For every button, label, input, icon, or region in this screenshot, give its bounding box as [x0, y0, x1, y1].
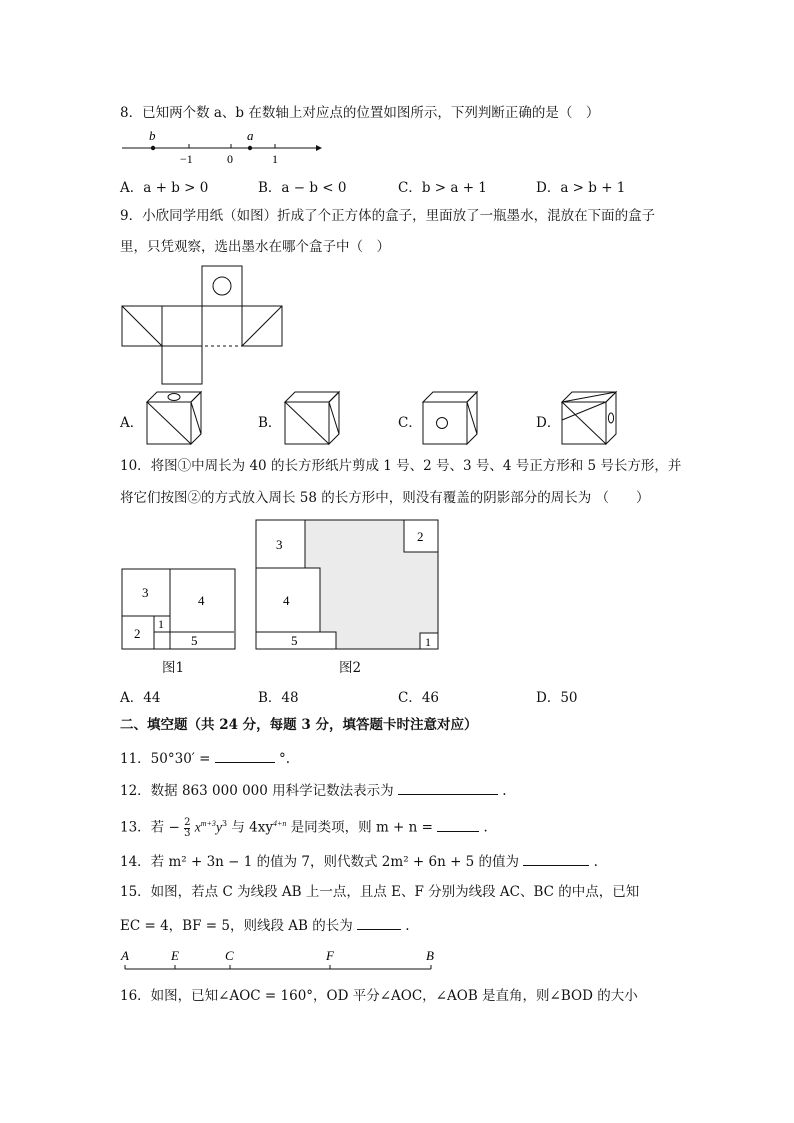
q14	[120, 851, 598, 871]
q14-suffix: .	[593, 854, 598, 870]
q15-point-a: A	[121, 948, 129, 963]
fig1-label-4: 4	[198, 593, 205, 608]
q10-option-b[interactable]: B．48	[258, 690, 299, 706]
q11-prefix: 11．50°30′ =	[120, 751, 215, 767]
q10-figure-1	[121, 568, 241, 650]
q10-option-a[interactable]: A．44	[120, 690, 161, 706]
fig1-label-2: 2	[134, 626, 141, 641]
q9-cube-d[interactable]	[560, 390, 620, 446]
q14-prefix: 14．若 m² + 3n − 1 的值为 7，则代数式 2m² + 6n + 5 的值为	[120, 854, 520, 870]
q15-point-e: E	[171, 948, 179, 963]
q10-fig2-caption: 图2	[339, 660, 362, 676]
q15-point-c: C	[225, 948, 234, 963]
q10-fig1-caption: 图1	[162, 660, 185, 676]
q9-option-a[interactable]: A．	[120, 415, 144, 431]
q13-mid2: 是同类项，则 m + n =	[290, 819, 433, 836]
q15-line2	[120, 915, 410, 935]
fig1-label-1: 1	[158, 617, 164, 631]
axis-label-a: a	[247, 128, 254, 143]
q13-prefix: 13．若 −	[120, 819, 180, 836]
q13-answer-blank[interactable]	[437, 817, 479, 832]
q13-term1-exp1: m+3	[200, 819, 216, 828]
q8-stem: 8．已知两个数 a、b 在数轴上对应点的位置如图所示，下列判断正确的是（ ）	[120, 105, 600, 121]
axis-label-neg1: −1	[180, 152, 193, 166]
q10-option-d[interactable]: D．50	[536, 690, 578, 706]
q8-option-b[interactable]: B．a − b < 0	[258, 180, 347, 196]
q13-term1-y: y	[215, 819, 222, 835]
fig1-label-3: 3	[142, 585, 149, 600]
q9-stem-line1: 9．小欣同学用纸（如图）折成了个正方体的盒子，里面放了一瓶墨水，混放在下面的盒子	[120, 208, 656, 224]
q12-prefix: 12．数据 863 000 000 用科学记数法表示为	[120, 783, 394, 799]
q15-line2-suffix: .	[405, 918, 410, 934]
q13-frac-num: 2	[184, 816, 191, 828]
q9-option-b[interactable]: B．	[258, 415, 282, 431]
q8-number-line	[120, 128, 340, 168]
q13-term2-exp: 4+n	[272, 819, 287, 828]
q9-option-d[interactable]: D．	[536, 415, 561, 431]
q13	[120, 815, 488, 839]
fig2-label-1: 1	[425, 635, 431, 649]
q13-term1-exp2: 3	[221, 819, 228, 828]
q8-option-c[interactable]: C．b > a + 1	[398, 180, 487, 196]
axis-label-b: b	[149, 128, 156, 143]
fig2-label-3: 3	[276, 537, 283, 552]
q13-term1-x: x	[194, 819, 201, 835]
q13-suffix: .	[483, 819, 488, 836]
q16-stem: 16．如图，已知∠AOC = 160°，OD 平分∠AOC，∠AOB 是直角，则∠BOD 的大小	[120, 988, 638, 1004]
q13-frac-den: 3	[184, 827, 191, 839]
fig2-label-5: 5	[291, 633, 298, 648]
q14-answer-blank[interactable]	[523, 851, 589, 866]
q11	[120, 748, 290, 768]
q9-option-c[interactable]: C．	[398, 415, 422, 431]
fig1-label-5: 5	[191, 633, 198, 648]
q15-segment-figure	[120, 946, 440, 976]
q10-option-c[interactable]: C．46	[398, 690, 440, 706]
q10-figure-2	[255, 519, 441, 651]
fig2-label-4: 4	[283, 593, 290, 608]
section-2-heading: 二、填空题（共 24 分，每题 3 分，填答题卡时注意对应）	[120, 717, 478, 733]
q9-cube-net	[120, 262, 290, 387]
q12-answer-blank[interactable]	[398, 780, 498, 795]
q10-stem-line2: 将它们按图②的方式放入周长 58 的长方形中，则没有覆盖的阴影部分的周长为 （ ）	[120, 490, 650, 506]
q12-suffix: .	[502, 783, 507, 799]
q9-cube-c[interactable]	[421, 390, 481, 446]
q15-point-b: B	[426, 948, 434, 963]
q12	[120, 780, 507, 800]
fig2-label-2: 2	[417, 529, 424, 544]
q11-answer-blank[interactable]	[215, 748, 275, 763]
q15-line1: 15．如图，若点 C 为线段 AB 上一点，且点 E、F 分别为线段 AC、BC 的中点，已知	[120, 884, 640, 900]
q15-point-f: F	[326, 948, 334, 963]
q10-stem-line1: 10．将图①中周长为 40 的长方形纸片剪成 1 号、2 号、3 号、4 号正方形和 5 号长方形，并	[120, 458, 682, 474]
q13-mid: 与 4xy	[231, 819, 273, 836]
q11-suffix: °.	[279, 751, 291, 767]
axis-label-1: 1	[272, 152, 278, 166]
q8-option-a[interactable]: A．a + b > 0	[120, 180, 209, 196]
axis-label-0: 0	[227, 152, 233, 166]
q8-option-d[interactable]: D．a > b + 1	[536, 180, 626, 196]
q15-line2-prefix: EC = 4，BF = 5，则线段 AB 的长为	[120, 918, 353, 934]
q9-stem-line2: 里，只凭观察，选出墨水在哪个盒子中（ ）	[120, 239, 390, 255]
q15-answer-blank[interactable]	[357, 915, 401, 930]
q9-cube-b[interactable]	[283, 390, 343, 446]
q9-cube-a[interactable]	[145, 390, 205, 446]
